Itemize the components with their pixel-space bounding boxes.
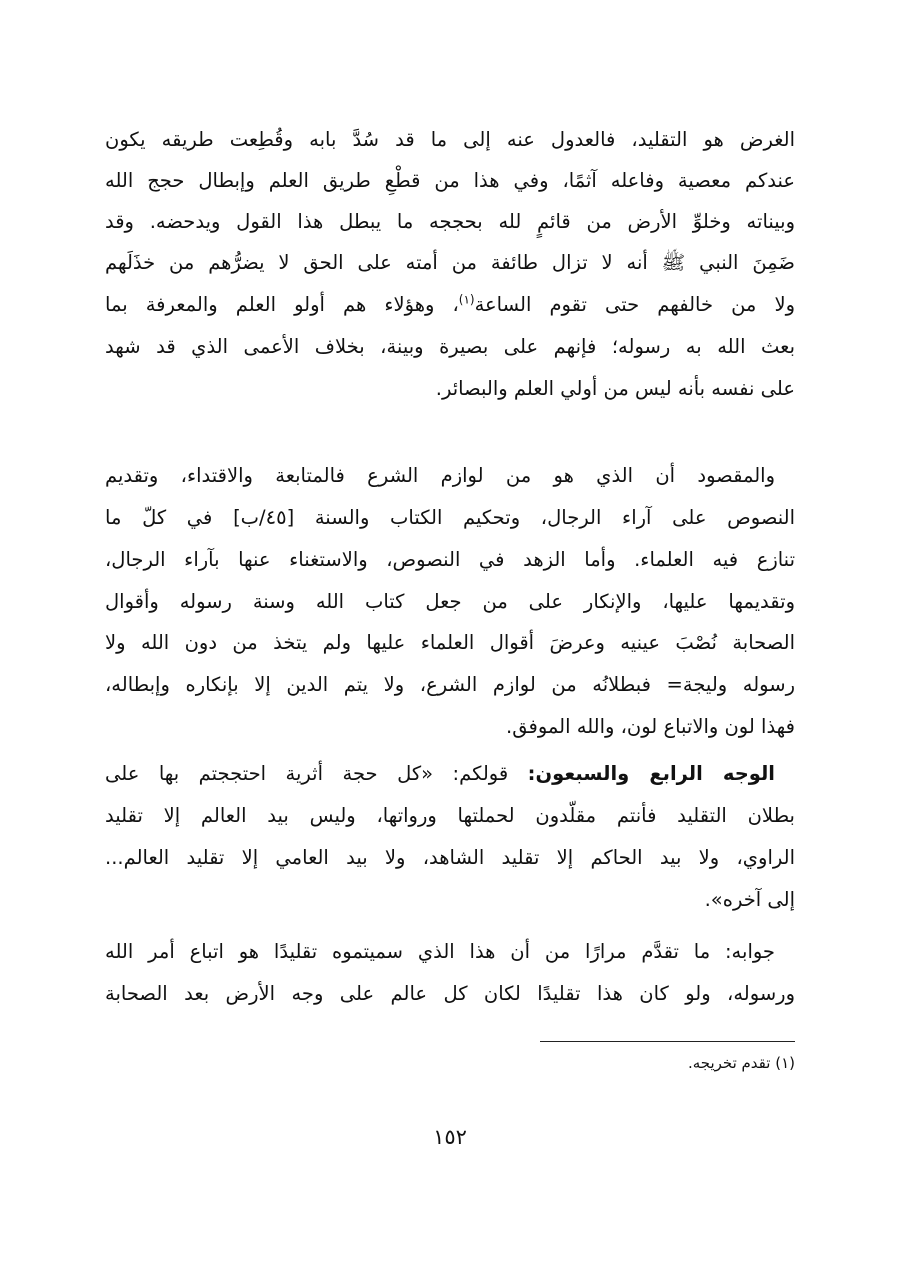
text-line xyxy=(105,290,795,320)
text-line: على نفسه بأنه ليس من أولي العلم والبصائر. xyxy=(435,377,795,400)
text-line: الراوي، ولا بيد الحاكم إلا تقليد الشاهد، ولا بيد العامي إلا تقليد العالم... xyxy=(105,846,795,869)
text-line: الصحابة نُصْبَ عينيه وعرضَ أقوال العلماء عليها ولم يتخذ من دون الله ولا xyxy=(105,631,795,654)
footnote-ref[interactable]: (١) xyxy=(458,292,475,307)
footnote: (١) تقدم تخريجه. xyxy=(687,1054,795,1072)
text-line: فهذا لون والاتباع لون، والله الموفق. xyxy=(506,715,795,738)
text-line: وبيناته وخلوِّ الأرض من قائمٍ لله بحججه ما يبطل هذا القول ويدحضه. وقد xyxy=(105,210,795,233)
text-line: الغرض هو التقليد، فالعدول عنه إلى ما قد سُدَّ بابه وقُطِعت طريقه يكون xyxy=(105,128,795,151)
text-line: جوابه: ما تقدَّم مرارًا من أن هذا الذي سميتموه تقليدًا هو اتباع أمر الله xyxy=(105,940,775,963)
text-line: إلى آخره». xyxy=(704,888,795,911)
text-line: النصوص على آراء الرجال، وتحكيم الكتاب والسنة [٤٥/ب] في كلّ ما xyxy=(105,506,795,529)
text-span: قولكم: «كل حجة أثرية احتججتم بها على xyxy=(105,762,528,785)
text-line: والمقصود أن الذي هو من لوازم الشرع فالمتابعة والاقتداء، وتقديم xyxy=(105,464,775,487)
text-span: ولا من خالفهم حتى تقوم الساعة xyxy=(474,293,795,316)
text-span: ، وهؤلاء هم أولو العلم والمعرفة بما xyxy=(105,293,459,316)
text-line: بعث الله به رسوله؛ فإنهم على بصيرة وبينة، بخلاف الأعمى الذي قد شهد xyxy=(105,335,795,358)
text-line xyxy=(105,759,775,789)
footnote-divider xyxy=(540,1041,795,1042)
text-line: ضَمِنَ النبي ﷺ أنه لا تزال طائفة من أمته على الحق لا يضرُّهم من خذَلَهم xyxy=(105,251,795,274)
text-line: رسوله وليجة= فبطلانُه من لوازم الشرع، ولا يتم الدين إلا بإنكاره وإبطاله، xyxy=(105,673,795,696)
text-line: ورسوله، ولو كان هذا تقليدًا لكان كل عالم على وجه الأرض بعد الصحابة xyxy=(105,982,795,1005)
text-line: وتقديمها عليها، والإنكار على من جعل كتاب الله وسنة رسوله وأقوال xyxy=(105,590,795,613)
page-number: ١٥٢ xyxy=(433,1125,467,1149)
text-line: بطلان التقليد فأنتم مقلّدون لحملتها ورواتها، وليس بيد العالم إلا تقليد xyxy=(105,804,795,827)
text-line: عندكم معصية وفاعله آثمًا، وفي هذا من قطْعِ طريق العلم وإبطال حجج الله xyxy=(105,169,795,192)
section-heading: الوجه الرابع والسبعون: xyxy=(527,762,775,785)
text-line: تنازع فيه العلماء. وأما الزهد في النصوص، والاستغناء عنها بآراء الرجال، xyxy=(105,548,795,571)
